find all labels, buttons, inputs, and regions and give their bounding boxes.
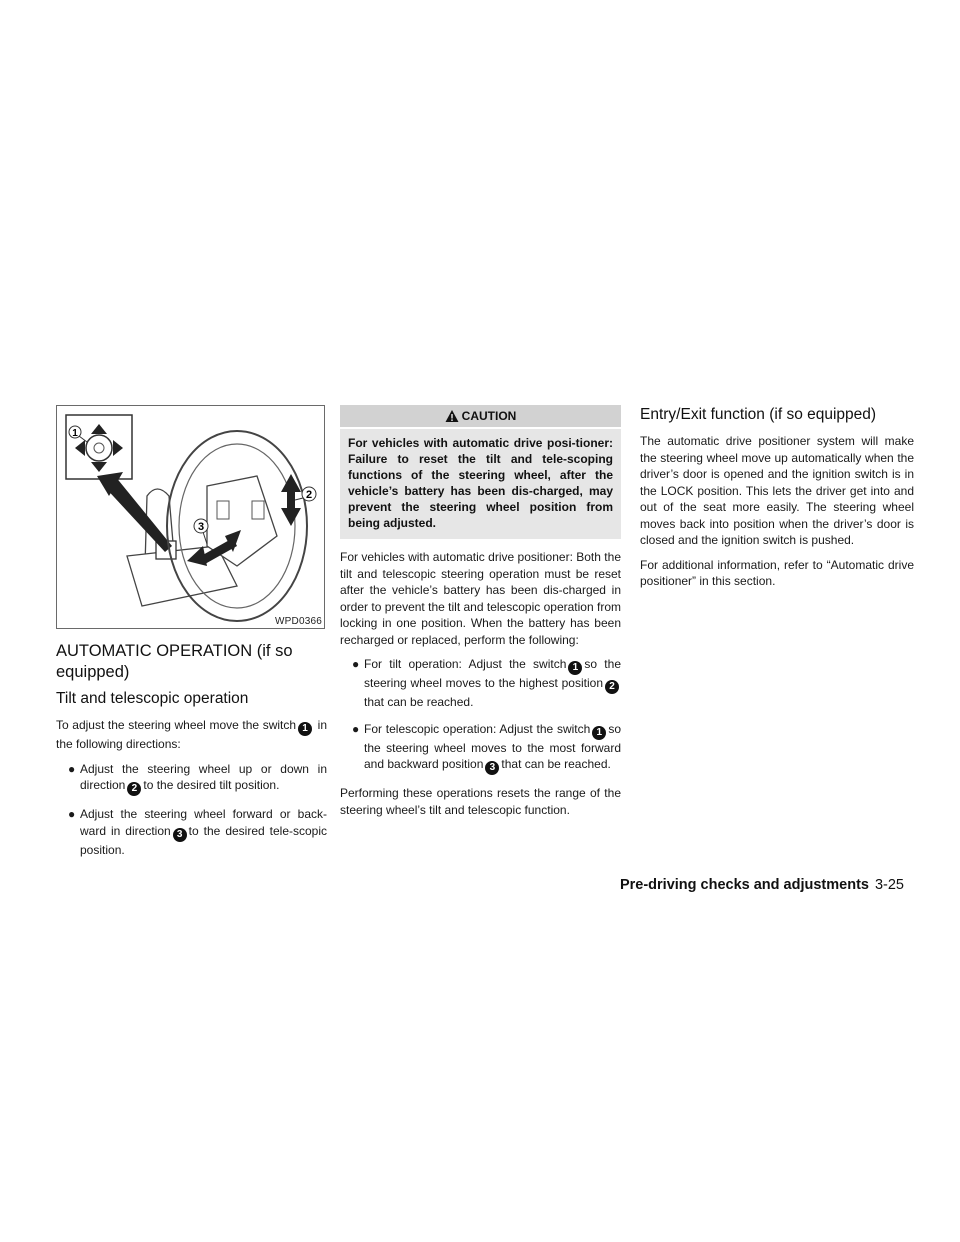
list-item xyxy=(340,656,621,711)
tilt-bullets xyxy=(56,761,327,859)
list-item xyxy=(56,761,327,797)
ref-number: 1 xyxy=(298,722,312,736)
ref-number: 3 xyxy=(485,761,499,775)
ref-number: 2 xyxy=(127,782,141,796)
caution-title: CAUTION xyxy=(461,409,517,423)
list-item xyxy=(56,806,327,858)
bullet-text: that can be reached. xyxy=(364,695,474,709)
caution-header xyxy=(340,405,621,427)
bullet-text: to the desired tele-scopic position. xyxy=(80,823,328,857)
summary-paragraph: Performing these operations resets the range of the steering wheel’s tilt and telescopic function. xyxy=(340,786,621,817)
section-heading: AUTOMATIC OPERATION (if so equipped) xyxy=(56,642,293,681)
list-item xyxy=(340,721,621,776)
bullet-text: to the desired tilt position. xyxy=(143,778,280,792)
bullet-text: that can be reached. xyxy=(501,757,611,771)
intro-text-a: To adjust the steering wheel move the switch xyxy=(56,718,297,732)
steering-wheel-figure xyxy=(56,405,325,629)
ref-number: 2 xyxy=(605,680,619,694)
callout-1: 1 xyxy=(72,428,78,439)
column-middle xyxy=(340,405,621,826)
reset-bullets xyxy=(340,656,621,775)
reset-paragraph: For vehicles with automatic drive positioner: Both the tilt and telescopic steering operation must be reset after the vehicle’s battery has been dis-charged in order to prevent the tilt and telescopic operation from locking in one position. When the battery has been recharged or replaced, perform the following: xyxy=(340,550,621,647)
ref-number: 1 xyxy=(592,726,606,740)
ref-number: 1 xyxy=(568,661,582,675)
steering-wheel-illustration xyxy=(57,406,326,630)
intro-paragraph xyxy=(56,717,327,753)
callout-2: 2 xyxy=(305,489,313,501)
footer-section-title: Pre-driving checks and adjustments xyxy=(619,877,869,893)
bullet-text: For tilt operation: Adjust the switch xyxy=(364,657,567,671)
reference-paragraph: For additional information, refer to “Automatic drive positioner” in this section. xyxy=(640,557,914,588)
bullet-text: so the steering wheel moves to the most forward and backward position xyxy=(364,721,621,771)
subheading-tilt: Tilt and telescopic operation xyxy=(56,690,249,707)
warning-triangle-icon xyxy=(445,409,459,423)
ref-number: 3 xyxy=(173,828,187,842)
caution-text: For vehicles with automatic drive posi-tioner: Failure to reset the tilt and tele-scoping functions of the steering wheel, after the vehicle’s battery has been dis-charged, may prevent the steering wheel position from being adjusted. xyxy=(340,429,621,539)
bullet-text: Adjust the steering wheel forward or back-ward in direction xyxy=(80,807,327,838)
column-right xyxy=(640,405,914,598)
bullet-text: Adjust the steering wheel up or down in direction xyxy=(80,761,327,792)
caution-box xyxy=(340,405,621,539)
bullet-dot: ● xyxy=(352,721,360,736)
page-footer xyxy=(620,877,904,893)
subheading-entry-exit: Entry/Exit function (if so equipped) xyxy=(640,406,877,423)
bullet-dot: ● xyxy=(68,761,76,776)
bullet-text: For telescopic operation: Adjust the switch xyxy=(364,721,591,736)
column-left xyxy=(56,405,327,868)
callout-3: 3 xyxy=(197,521,205,533)
figure-code: WPD0366 xyxy=(275,616,322,627)
entry-exit-paragraph: The automatic drive positioner system will make the steering wheel move up automatically when the driver’s door is opened and the ignition switch is in the LOCK position. This lets the driver get into and out of the seat more easily. The steering wheel moves back into position when the driver’s door is closed and the ignition switch is pushed. xyxy=(640,434,914,547)
bullet-text: so the steering wheel moves to the highest position xyxy=(364,657,621,690)
intro-text-b: in the following directions: xyxy=(56,718,327,751)
bullet-dot: ● xyxy=(352,657,360,671)
page-number: 3-25 xyxy=(874,877,904,893)
bullet-dot: ● xyxy=(68,807,76,821)
